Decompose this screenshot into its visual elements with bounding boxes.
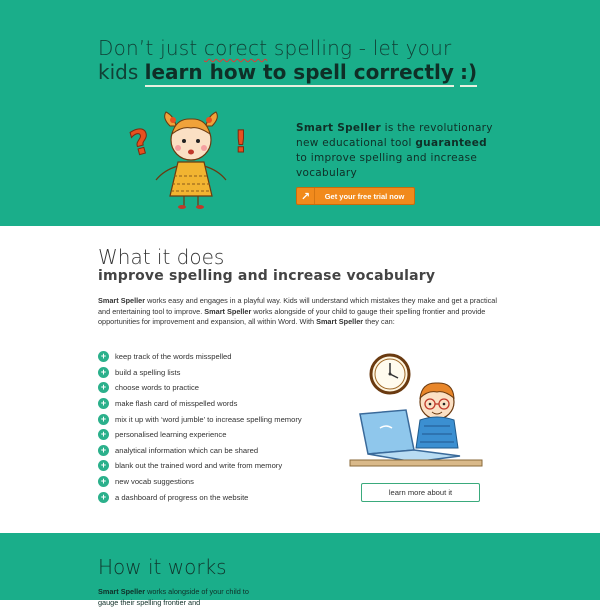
plus-circle-icon: + [98, 460, 109, 471]
learn-more-button[interactable]: learn more about it [361, 483, 480, 502]
free-trial-button-label: Get your free trial now [324, 191, 405, 201]
headline-emphasis: learn how to spell correctly [145, 60, 454, 87]
emphasis-text: guaranteed [415, 137, 487, 149]
description-text: they can: [363, 317, 395, 326]
free-trial-button[interactable] [296, 187, 415, 205]
plus-circle-icon: + [98, 429, 109, 440]
plus-circle-icon: + [98, 382, 109, 393]
hero-description [296, 121, 496, 181]
list-item [98, 365, 348, 381]
boy-laptop-illustration [340, 352, 490, 472]
feature-label: analytical information which can be shared [115, 445, 259, 455]
brand-name: Smart Speller [316, 317, 364, 326]
how-it-works-title: How it works [98, 555, 227, 579]
list-item [98, 349, 348, 365]
list-item [98, 489, 348, 505]
brand-name: Smart Speller [204, 306, 252, 316]
svg-text:?: ? [125, 121, 156, 165]
feature-label: keep track of the words misspelled [115, 352, 232, 362]
description-text: to improve spelling and increase vocabulary [296, 152, 478, 179]
plus-circle-icon: + [98, 414, 109, 425]
what-it-does-title: What it does [98, 245, 225, 269]
list-item [98, 474, 348, 490]
arrow-up-right-icon: ↗ [297, 188, 315, 204]
what-it-does-subtitle: improve spelling and increase vocabulary [98, 268, 436, 284]
list-item [98, 396, 348, 412]
hero-section [0, 0, 600, 226]
feature-list [98, 349, 348, 505]
headline-text: spelling - let your [267, 36, 452, 60]
brand-name: Smart Speller [98, 587, 146, 596]
list-item [98, 443, 348, 459]
girl-illustration [126, 110, 256, 210]
svg-text:!: ! [234, 125, 248, 160]
brand-name: Smart Speller [98, 296, 146, 305]
what-it-does-description [98, 296, 498, 328]
plus-circle-icon: + [98, 351, 109, 362]
plus-circle-icon: + [98, 398, 109, 409]
list-item [98, 411, 348, 427]
list-item [98, 380, 348, 396]
plus-circle-icon: + [98, 367, 109, 378]
description-text: works alongside of your child to gauge their spelling frontier and provide opportunities for improvement and expansion, all within Word. With [98, 306, 486, 326]
how-it-works-section [0, 533, 600, 607]
feature-label: make flash card of misspelled words [115, 399, 238, 409]
list-item [98, 458, 348, 474]
smiley-text: :) [460, 60, 477, 87]
plus-circle-icon: + [98, 445, 109, 456]
brand-name: Smart Speller [296, 122, 382, 134]
hero-headline-line2 [98, 60, 477, 84]
feature-label: a dashboard of progress on the website [115, 492, 249, 502]
feature-label: blank out the trained word and write from memory [115, 461, 283, 471]
plus-circle-icon: + [98, 492, 109, 503]
feature-label: build a spelling lists [115, 367, 181, 377]
description-text: works alongside of your child to gauge their spelling frontier and [98, 587, 249, 607]
headline-text: Don’t just [98, 36, 204, 60]
feature-label: mix it up with ‘word jumble’ to increase spelling memory [115, 414, 302, 424]
feature-label: new vocab suggestions [115, 477, 194, 487]
misspelled-word: corect [203, 36, 268, 60]
hero-headline-line1 [98, 36, 451, 60]
description-text: works easy and engages in a playful way. Kids will understand which mistakes they make and get a practical and entertaining tool to improve. [98, 296, 497, 316]
plus-circle-icon: + [98, 476, 109, 487]
how-it-works-text [98, 587, 263, 608]
feature-label: choose words to practice [115, 383, 199, 393]
list-item [98, 427, 348, 443]
headline-text: kids [98, 60, 145, 84]
feature-label: personalised learning experience [115, 430, 227, 440]
description-text: is the revolutionary new educational tool [296, 122, 493, 149]
